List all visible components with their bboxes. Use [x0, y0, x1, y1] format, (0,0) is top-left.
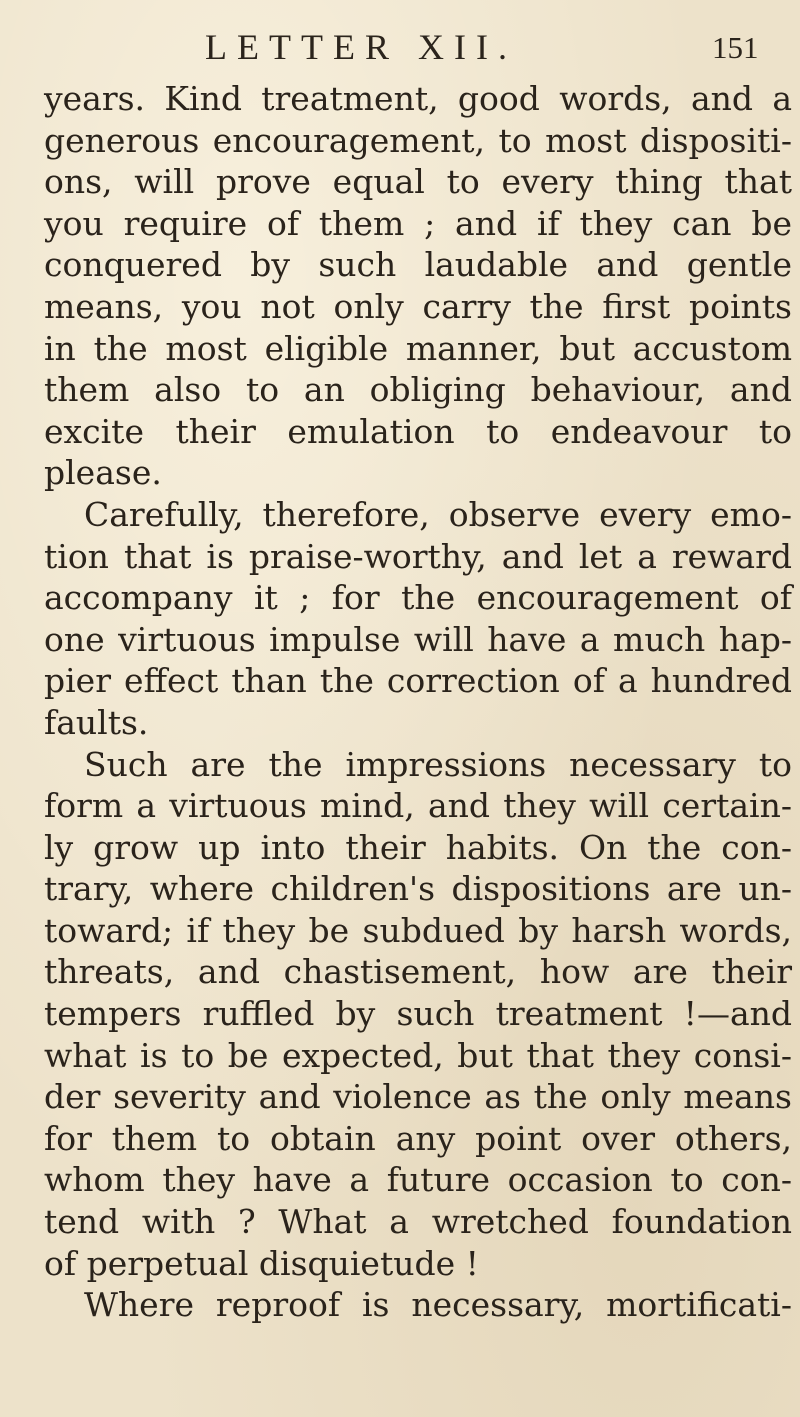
paragraph-start-line: Such are the impressions necessary to [84, 744, 792, 784]
text-line: of perpetual disquietude ! [44, 1243, 479, 1283]
page-number: 151 [712, 30, 759, 65]
text-line: in the most eligible manner, but accustom [44, 328, 792, 368]
text-line: years. Kind treatment, good words, and a [44, 79, 792, 118]
text-line: you require of them ; and if they can be [44, 203, 792, 243]
text-line: faults. [44, 702, 149, 742]
text-line: tend with ? What a wretched foundation [44, 1202, 792, 1242]
text-line: please. [44, 453, 162, 493]
text-line: generous encouragement, to most dispositi- [44, 120, 792, 160]
text-line: tempers ruffled by such treatment !—and [44, 994, 792, 1034]
text-line: whom they have a future occasion to con- [44, 1160, 792, 1200]
text-line: pier effect than the correction of a hundred [44, 661, 792, 701]
paragraph-start-line: Carefully, therefore, observe every emo- [84, 494, 792, 534]
text-line: tion that is praise-worthy, and let a reward [44, 536, 792, 576]
text-line: what is to be expected, but that they consi- [44, 1035, 792, 1075]
text-line: ons, will prove equal to every thing that [44, 162, 792, 202]
body-text [44, 78, 792, 1326]
text-line: ly grow up into their habits. On the con- [44, 827, 792, 867]
text-line: one virtuous impulse will have a much hap- [44, 619, 792, 659]
text-line: means, you not only carry the first points [44, 286, 792, 326]
text-line: threats, and chastisement, how are their [44, 952, 792, 992]
text-line: der severity and violence as the only means [44, 1077, 792, 1117]
text-line: accompany it ; for the encouragement of [44, 578, 792, 618]
text-line: trary, where children's dispositions are un- [44, 869, 792, 909]
text-line: form a virtuous mind, and they will certain- [44, 786, 792, 826]
text-line: for them to obtain any point over others, [44, 1118, 792, 1158]
chapter-heading: LETTER XII. [205, 27, 517, 67]
text-line: toward; if they be subdued by harsh words, [44, 910, 792, 950]
text-line: them also to an obliging behaviour, and [44, 370, 792, 410]
running-header [0, 26, 800, 70]
text-line: conquered by such laudable and gentle [44, 245, 792, 285]
text-line: excite their emulation to endeavour to [44, 411, 792, 451]
paragraph-start-line: Where reproof is necessary, mortificati- [84, 1285, 792, 1325]
